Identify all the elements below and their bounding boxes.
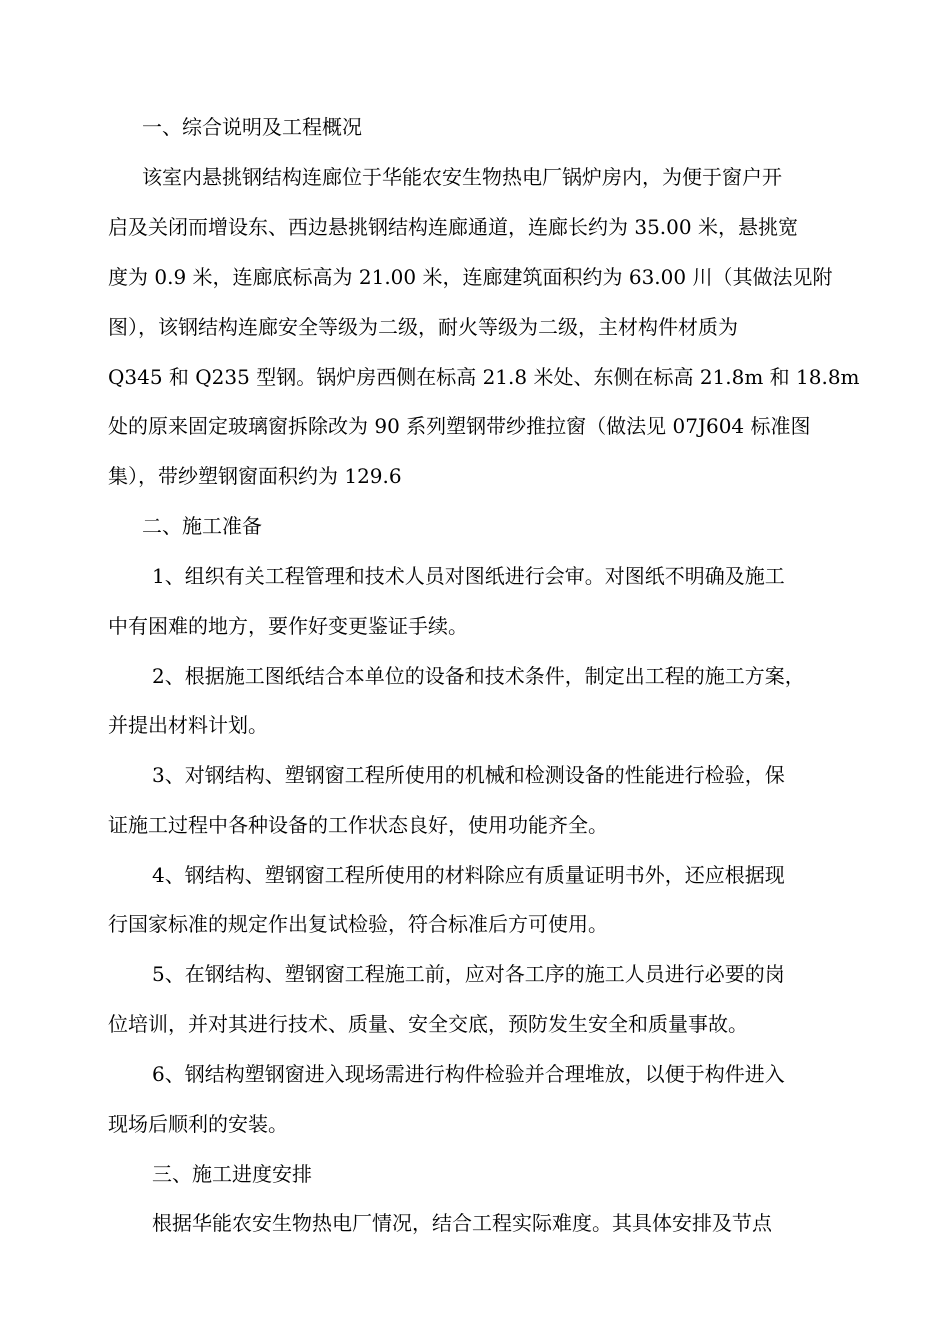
paragraph-line: 启及关闭而增设东、西边悬挑钢结构连廊通道，连廊长约为 35.00 米，悬挑宽 [108,215,798,239]
paragraph-line: 处的原来固定玻璃窗拆除改为 90 系列塑钢带纱推拉窗（做法见 07J604 标准图 [108,414,811,438]
list-item-line: 证施工过程中各种设备的工作状态良好，使用功能齐全。 [108,813,608,837]
list-item-line: 行国家标准的规定作出复试检验，符合标准后方可使用。 [108,912,608,936]
list-item-line: 1、组织有关工程管理和技术人员对图纸进行会审。对图纸不明确及施工 [152,564,785,588]
paragraph-line: 该室内悬挑钢结构连廊位于华能农安生物热电厂锅炉房内，为便于窗户开 [142,165,782,189]
list-item-line: 6、钢结构塑钢窗进入现场需进行构件检验并合理堆放，以便于构件进入 [152,1062,785,1086]
paragraph-line: 度为 0.9 米，连廊底标高为 21.00 米，连廊建筑面积约为 63.00 川（其做法见附 [108,265,833,289]
list-item-line: 4、钢结构、塑钢窗工程所使用的材料除应有质量证明书外，还应根据现 [152,863,785,887]
section-heading-preparation: 二、施工准备 [142,514,262,538]
list-item-line: 中有困难的地方，要作好变更鉴证手续。 [108,614,468,638]
paragraph-line: 集），带纱塑钢窗面积约为 129.6 [108,464,402,488]
list-item-line: 现场后顺利的安装。 [108,1112,288,1136]
list-item-line: 位培训，并对其进行技术、质量、安全交底，预防发生安全和质量事故。 [108,1012,748,1036]
section-heading-schedule: 三、施工进度安排 [152,1162,312,1186]
section-heading-overview: 一、综合说明及工程概况 [142,115,362,139]
paragraph-line: 根据华能农安生物热电厂情况，结合工程实际难度。其具体安排及节点 [152,1211,772,1235]
list-item-line: 3、对钢结构、塑钢窗工程所使用的机械和检测设备的性能进行检验，保 [152,763,785,787]
paragraph-line: 图），该钢结构连廊安全等级为二级，耐火等级为二级，主材构件材质为 [108,315,738,339]
paragraph-line: Q345 和 Q235 型钢。锅炉房西侧在标高 21.8 米处、东侧在标高 21.8m 和 18.8m [108,365,860,389]
list-item-line: 5、在钢结构、塑钢窗工程施工前，应对各工序的施工人员进行必要的岗 [152,962,785,986]
list-item-line: 并提出材料计划。 [108,713,268,737]
list-item-line: 2、根据施工图纸结合本单位的设备和技术条件，制定出工程的施工方案， [152,664,805,688]
